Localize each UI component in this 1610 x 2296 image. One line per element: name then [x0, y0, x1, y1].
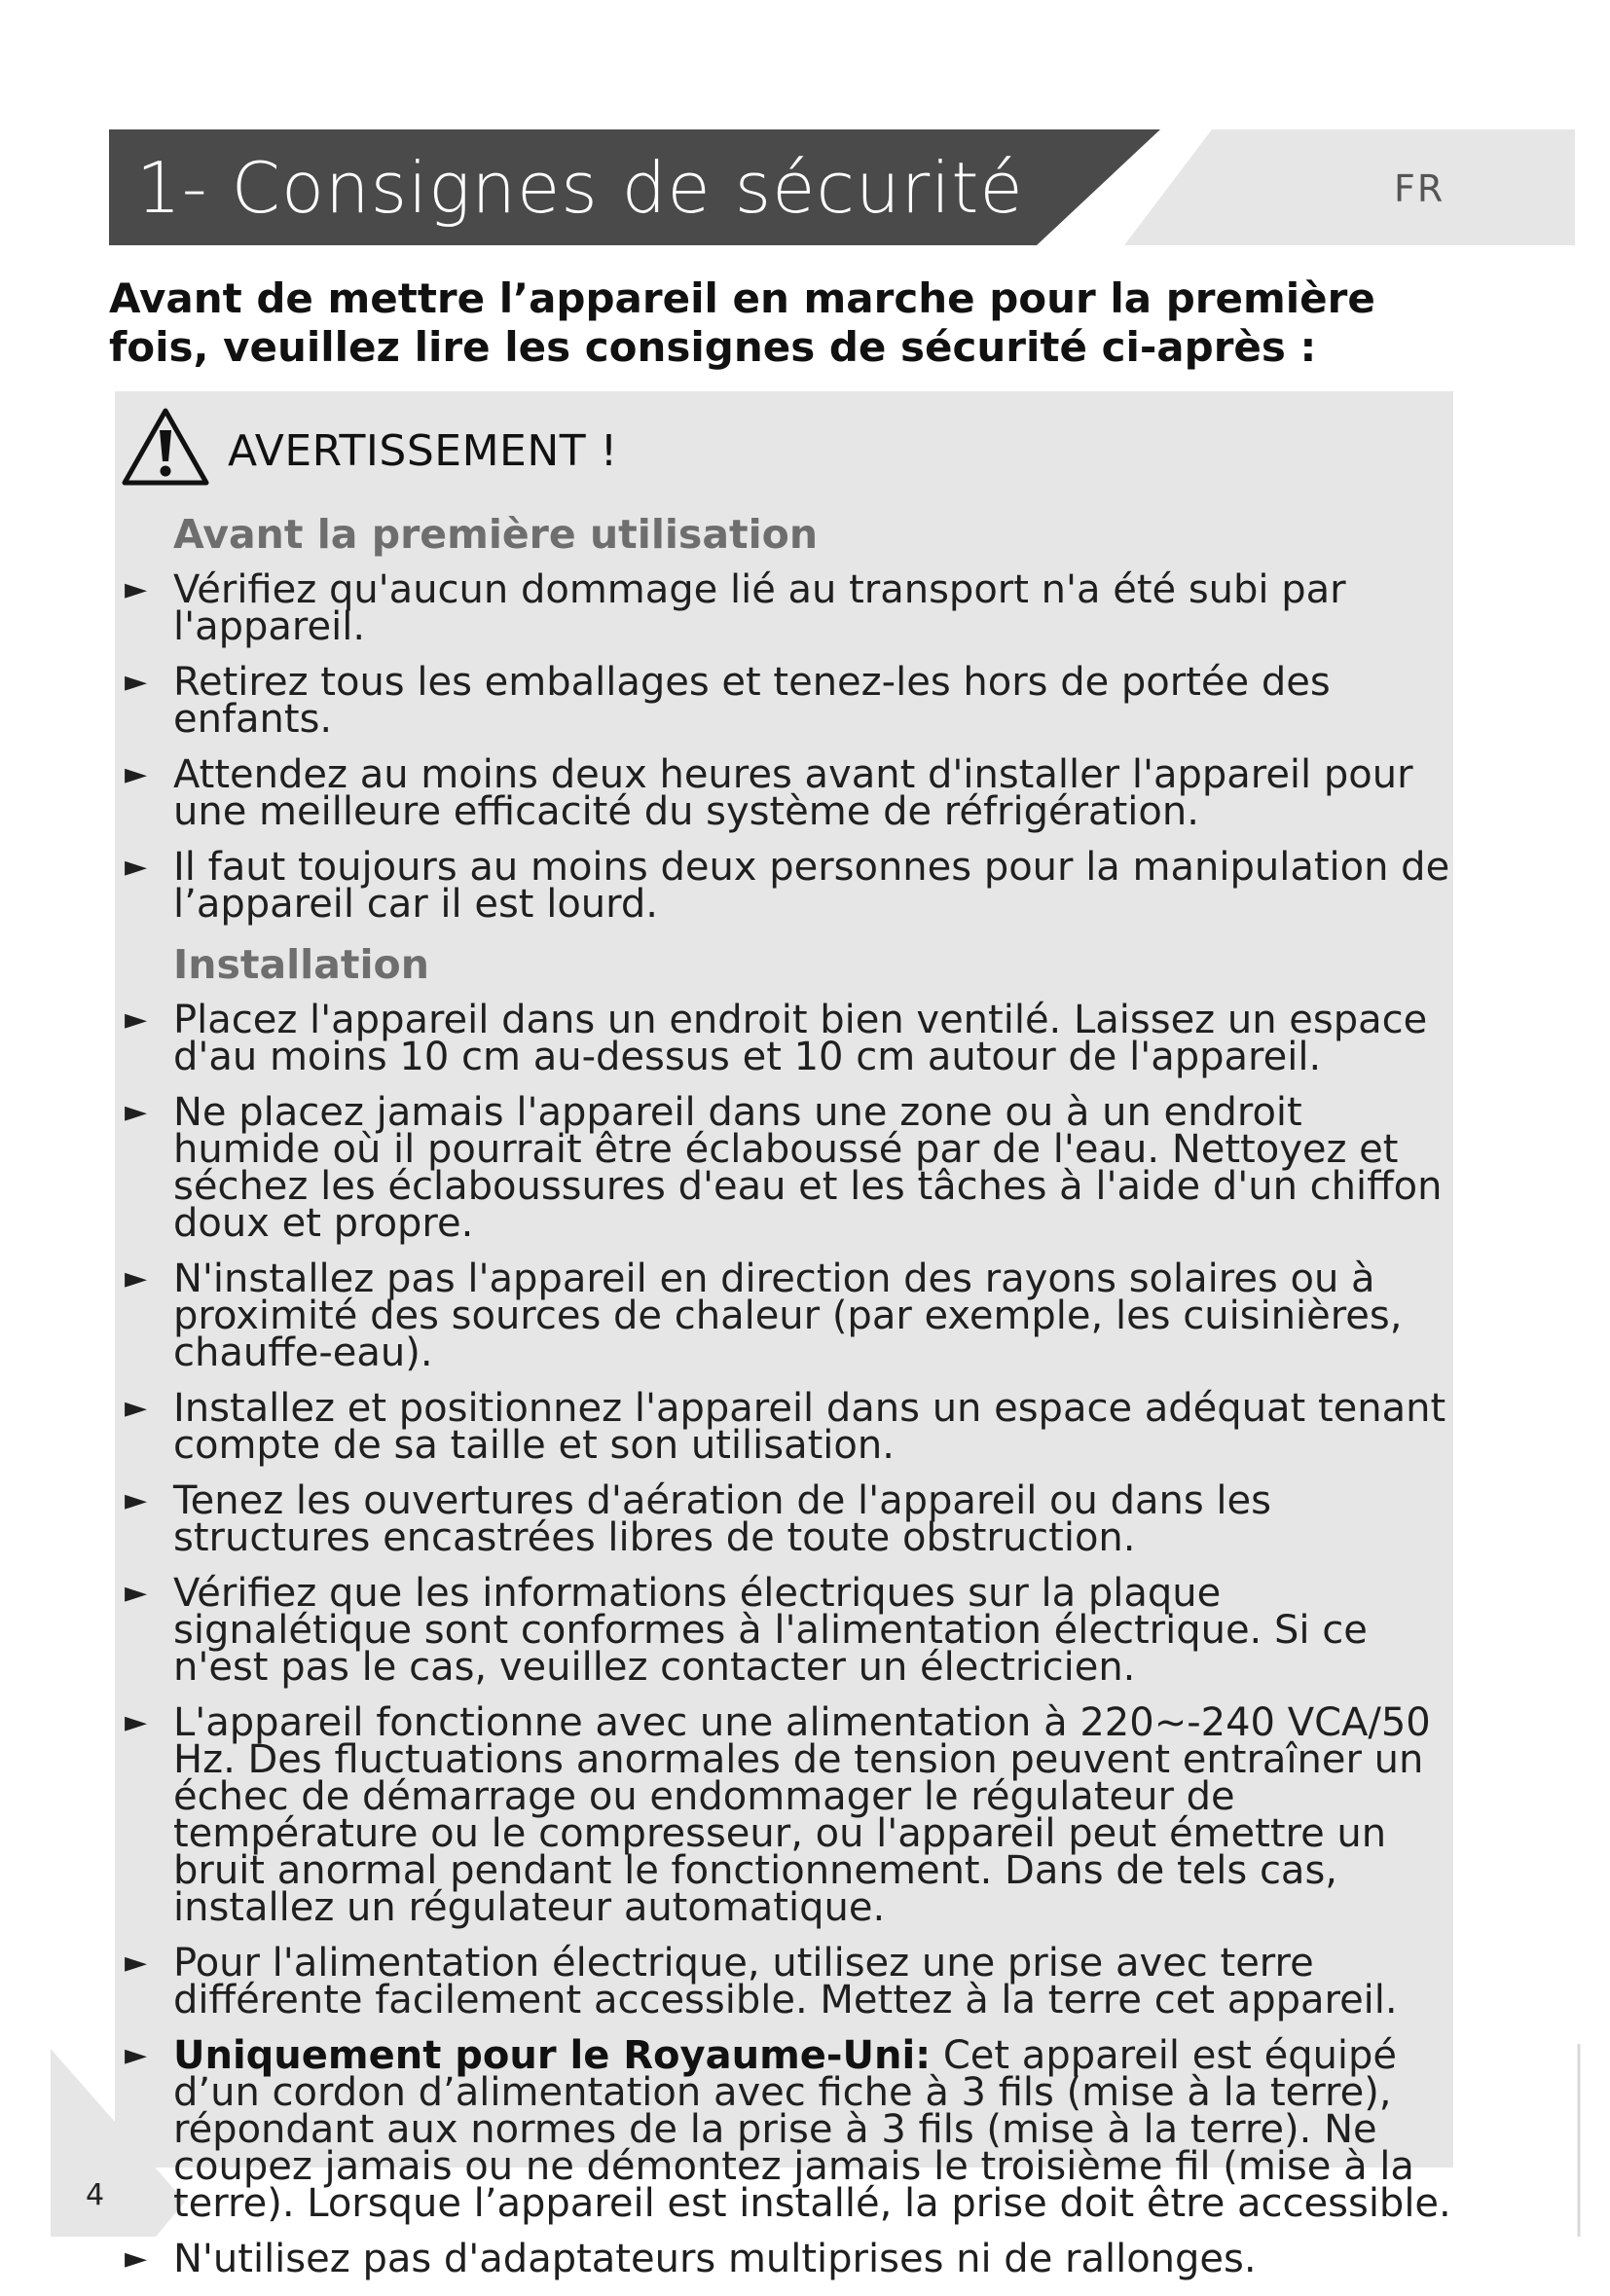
list-item — [125, 1386, 1453, 1468]
list-item — [125, 752, 1453, 834]
list-item-text: Pour l'alimentation électrique, utilisez une prise avec terre différente facilement accessible. Mettez à la terre cet appareil. — [173, 1941, 1398, 2023]
bullet-arrow-icon: ► — [125, 850, 148, 884]
page-number: 4 — [86, 2178, 105, 2212]
list-item-uk-only — [125, 2033, 1453, 2226]
uk-only-label: Uniquement pour le Royaume-Uni: — [173, 2033, 932, 2078]
bullet-arrow-icon: ► — [125, 2038, 148, 2072]
bullet-arrow-icon: ► — [125, 665, 148, 699]
list-item-text: Installez et positionnez l'appareil dans un espace adéquat tenant compte de sa taille et son utilisation. — [173, 1386, 1446, 1468]
intro-text: Avant de mettre l’appareil en marche pour la première fois, veuillez lire les consignes de sécurité ci-après : — [109, 274, 1375, 371]
list-item — [125, 1571, 1453, 1690]
list-item-text: L'appareil fonctionne avec une alimentation à 220~-240 VCA/50 Hz. Des fluctuations anormales de tension peuvent entraîner un échec de démarrage ou endommager le régulateur de température ou le compresseur, ou l'appareil peut émettre un bruit anormal pendant le fonctionnement. Dans de tels cas, installez un régulateur automatique. — [173, 1700, 1431, 1930]
bullet-arrow-icon: ► — [125, 1946, 148, 1980]
warning-title: AVERTISSEMENT ! — [228, 426, 618, 476]
list-item-text: Vérifiez qu'aucun dommage lié au transport n'a été subi par l'appareil. — [173, 567, 1346, 649]
list-item — [125, 660, 1453, 742]
list-item-text: N'utilisez pas d'adaptateurs multiprises ni de rallonges. — [173, 2237, 1257, 2281]
list-item-text: Attendez au moins deux heures avant d'installer l'appareil pour une meilleure efficacité du système de réfrigération. — [173, 752, 1413, 834]
list-item — [125, 998, 1453, 1079]
list-item — [125, 1478, 1453, 1560]
bullet-arrow-icon: ► — [125, 1095, 148, 1129]
header-light-band — [1124, 129, 1575, 245]
bullet-arrow-icon: ► — [125, 1391, 148, 1425]
safety-content — [125, 501, 1453, 2296]
bullet-arrow-icon: ► — [125, 1576, 148, 1610]
warning-triangle-icon — [121, 407, 210, 487]
section-installation: Installation — [173, 941, 429, 988]
list-item-text: Ne placez jamais l'appareil dans une zone ou à un endroit humide où il pourrait être éclaboussé par de l'eau. Nettoyez et séchez les éclaboussures d'eau et les tâches à l'aide d'un chiffon doux et propre. — [173, 1090, 1443, 1246]
bullet-arrow-icon: ► — [125, 572, 148, 606]
section-title: 1- Consignes de sécurité — [136, 147, 1024, 229]
list-item — [125, 2237, 1453, 2281]
bullet-arrow-icon: ► — [125, 2241, 148, 2276]
list-item-text: Retirez tous les emballages et tenez-les hors de portée des enfants. — [173, 660, 1331, 742]
list-item — [125, 1700, 1453, 1930]
list-item-text: Vérifiez que les informations électriques sur la plaque signalétique sont conformes à l'alimentation électrique. Si ce n'est pas le cas, veuillez contacter un électricien. — [173, 1571, 1368, 1690]
bullet-arrow-icon: ► — [125, 1705, 148, 1739]
section-before-first-use: Avant la première utilisation — [173, 511, 819, 558]
list-item — [125, 1090, 1453, 1246]
list-item — [125, 1257, 1453, 1375]
language-label: FR — [1394, 167, 1445, 210]
list-item — [125, 1941, 1453, 2023]
list-item-text: Placez l'appareil dans un endroit bien ventilé. Laissez un espace d'au moins 10 cm au-dessus et 10 cm autour de l'appareil. — [173, 998, 1428, 1079]
list-item-text: Il faut toujours au moins deux personnes pour la manipulation de l’appareil car il est lourd. — [173, 845, 1450, 927]
list-item-text: N'installez pas l'appareil en direction des rayons solaires ou à proximité des sources de chaleur (par exemple, les cuisinières, chauffe-eau). — [173, 1257, 1403, 1375]
list-item-text: Cet appareil est équipé d’un cordon d’alimentation avec fiche à 3 fils (mise à la terre), répondant aux normes de la prise à 3 fils (mise à la terre). Ne coupez jamais ou ne démontez jamais le troisième fil (mise à la terre). Lorsque l’appareil est installé, la prise doit être accessible. — [173, 2033, 1451, 2226]
bullet-arrow-icon: ► — [125, 1002, 148, 1037]
bullet-arrow-icon: ► — [125, 1483, 148, 1517]
list-item — [125, 567, 1453, 649]
list-item-text: Tenez les ouvertures d'aération de l'appareil ou dans les structures encastrées libres de toute obstruction. — [173, 1478, 1271, 1560]
bullet-arrow-icon: ► — [125, 1261, 148, 1295]
list-item — [125, 845, 1453, 927]
bullet-arrow-icon: ► — [125, 757, 148, 791]
